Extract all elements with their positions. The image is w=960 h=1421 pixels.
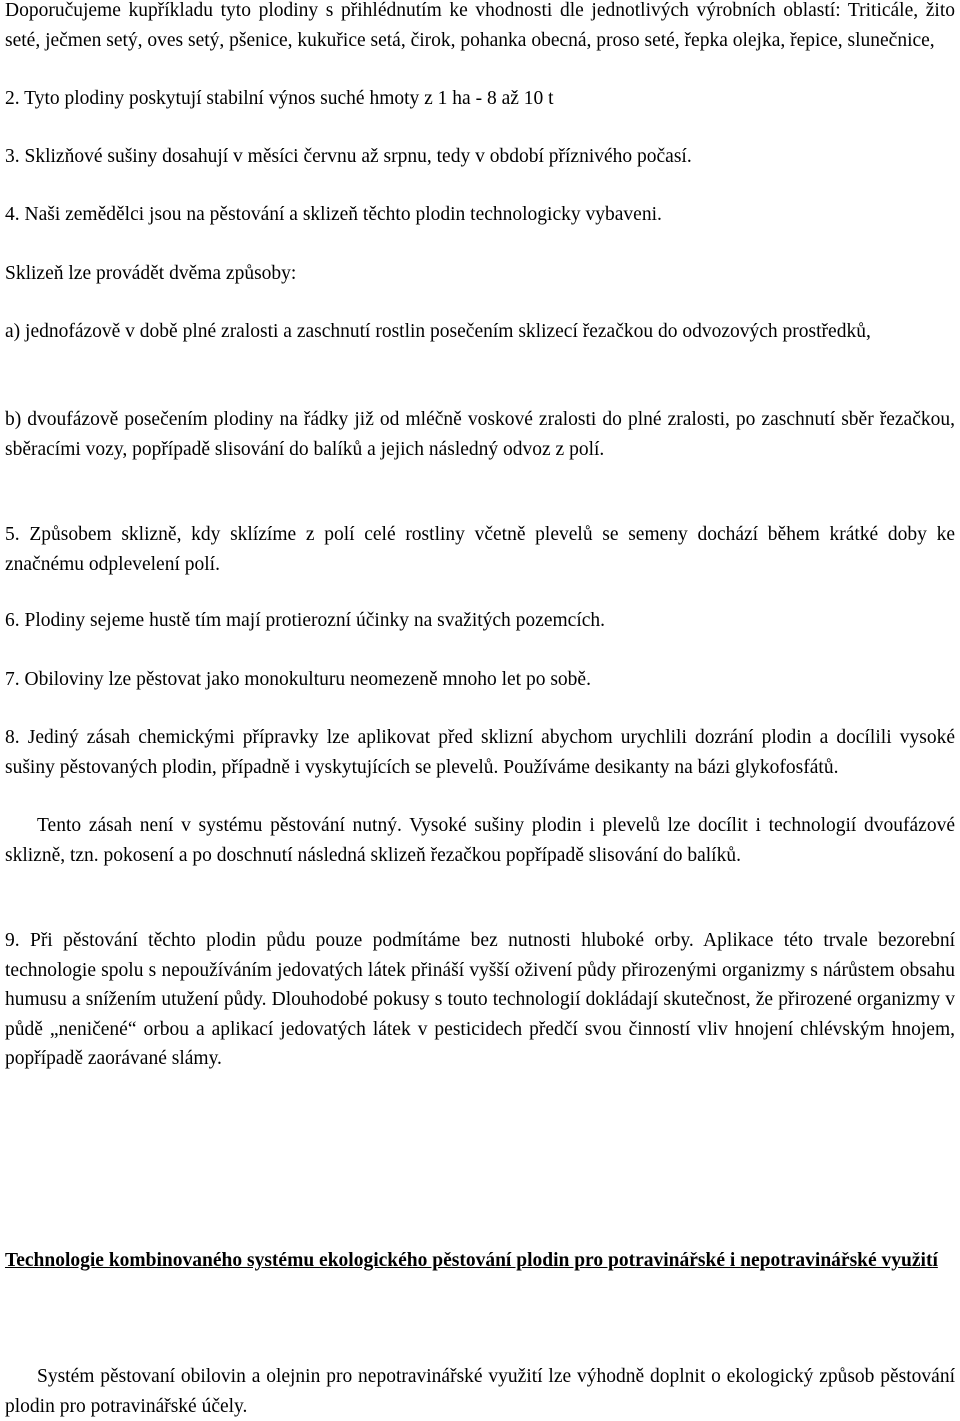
point-8: 8. Jediný zásah chemickými přípravky lze aplikovat před sklizní abychom urychlili dozrání plodin a docílili vysoké sušiny pěstovaných plodin, případně i vyskytujících se plevelů. Používáme desikanty na bázi glykofosfátů. [5,727,955,778]
harvest-option-b: b) dvoufázově posečením plodiny na řádky již od mléčně voskové zralosti do plné zralosti, po zaschnutí sběr řezačkou, sběracími vozy, popřípadě slisování do balíků a jejich následný odvoz z polí. [5,409,955,460]
intro-paragraph: Doporučujeme kupříkladu tyto plodiny s přihlédnutím ke vhodnosti dle jednotlivých výrobních oblastí: Triticále, žito seté, ječmen setý, oves setý, pšenice, kukuřice setá, čirok, pohanka obecná, proso seté, řepka olejka, řepice, slunečnice, [5,0,955,51]
point-9: 9. Při pěstování těchto plodin půdu pouze podmítáme bez nutnosti hluboké orby. Aplikace této trvale bezorební technologie spolu s nepoužíváním jedovatých látek přináší vyšší oživení půdy přirozenými organizmy s nárůstem obsahu humusu a snížením utužení půdy. Dlouhodobé pokusy s touto technologií dokládají skutečnost, že přirozené organizmy v půdě „neničené“ orbou a aplikací jedovatých látek v pesticidech předčí svou činností vliv hnojení chlévským hnojem, popřípadě zaorávané slámy. [5,930,955,1069]
section-heading-text: Technologie kombinovaného systému ekologického pěstování plodin pro potravinářské i nepotravinářské využití [5,1250,938,1271]
point-6: 6. Plodiny sejeme hustě tím mají protierozní účinky na svažitých pozemcích. [5,610,606,631]
harvest-option-a: a) jednofázově v době plné zralosti a zaschnutí rostlin posečením sklizecí řezačkou do odvozových prostředků, [5,321,871,342]
point-4: 4. Naši zemědělci jsou na pěstování a sklizeň těchto plodin technologicky vybaveni. [5,204,662,225]
section-body: Systém pěstovaní obilovin a olejnin pro nepotravinářské využití lze výhodně doplnit o ekologický způsob pěstování plodin pro potravinářské účely. [5,1366,955,1417]
point-7: 7. Obiloviny lze pěstovat jako monokulturu neomezeně mnoho let po sobě. [5,669,591,690]
point-2: 2. Tyto plodiny poskytují stabilní výnos suché hmoty z 1 ha - 8 až 10 t [5,88,554,109]
harvest-intro: Sklizeň lze provádět dvěma způsoby: [5,263,297,284]
point-3: 3. Sklizňové sušiny dosahují v měsíci červnu až srpnu, tedy v období příznivého počasí. [5,146,692,167]
section-heading [5,1246,955,1276]
point-5: 5. Způsobem sklizně, kdy sklízíme z polí celé rostliny včetně plevelů se semeny dochází během krátké doby ke značnému odplevelení polí. [5,524,955,575]
point-8-continuation: Tento zásah není v systému pěstování nutný. Vysoké sušiny plodin i plevelů lze docílit i technologií dvoufázové sklizně, tzn. pokosení a po doschnutí následná sklizeň řezačkou popřípadě slisování do balíků. [5,815,955,866]
